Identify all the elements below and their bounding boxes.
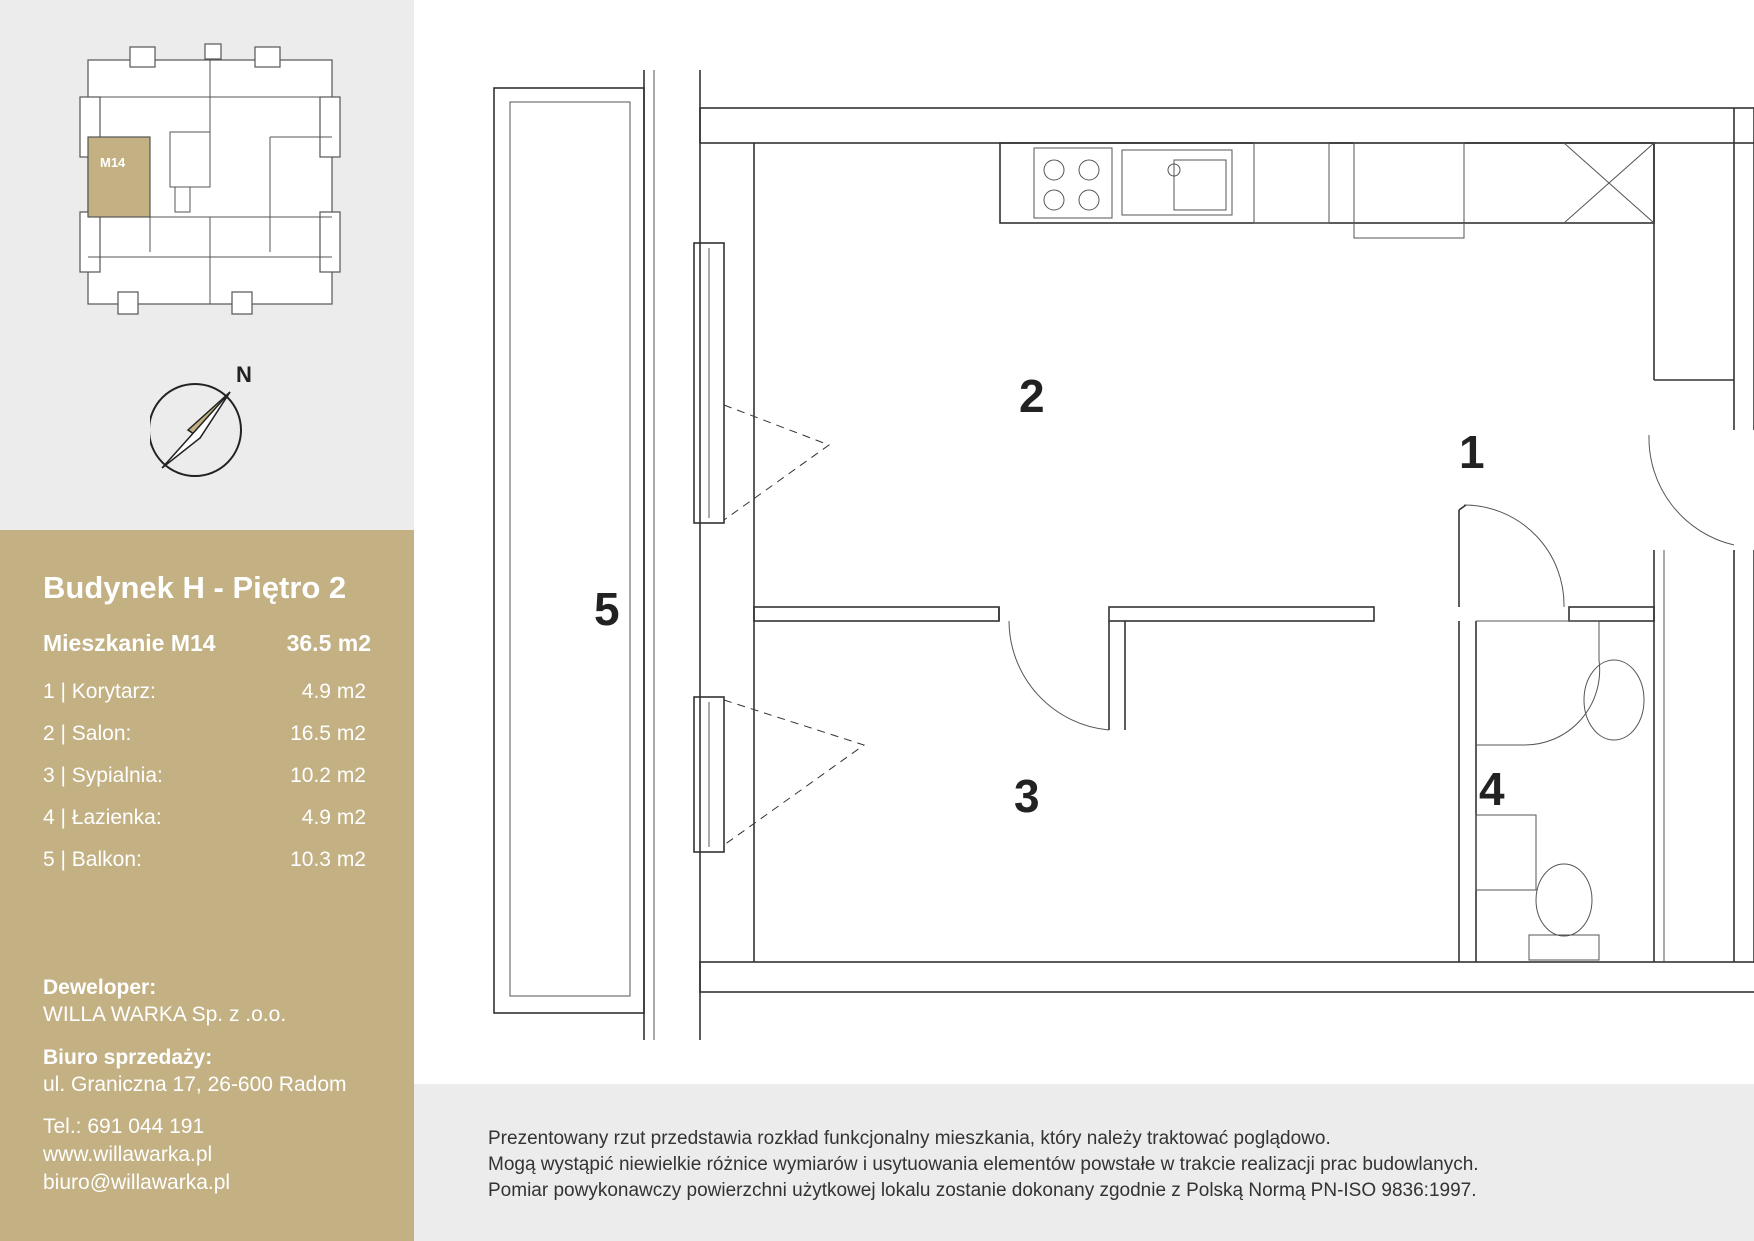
room-label: 3 | Sypialnia:	[43, 764, 163, 787]
room-label: 4 | Łazienka:	[43, 806, 162, 829]
apartment-info-panel	[0, 530, 414, 1241]
north-wall	[700, 108, 1754, 143]
office-address: ul. Graniczna 17, 26-600 Radom	[43, 1073, 347, 1096]
room-number-5: 5	[594, 583, 620, 635]
room-row	[43, 764, 366, 788]
room-number-3: 3	[1014, 770, 1040, 822]
apartment-area: 36.5 m2	[286, 630, 371, 656]
disclaimer-line: Mogą wystąpić niewielkie różnice wymiarów i usytuowania elementów powstałe w trakcie realizacji prac budowlanych.	[488, 1154, 1479, 1175]
room-area: 10.3 m2	[290, 848, 366, 871]
building-floor-title: Budynek H - Piętro 2	[43, 570, 347, 605]
room-row	[43, 848, 366, 872]
apartment-label: Mieszkanie M14	[43, 630, 216, 656]
developer-name: WILLA WARKA Sp. z .o.o.	[43, 1003, 287, 1026]
website-link[interactable]: www.willawarka.pl	[43, 1143, 213, 1166]
room-row	[43, 806, 366, 830]
fridge	[1254, 143, 1329, 223]
building-key-plan	[70, 42, 350, 322]
compass-icon	[150, 360, 270, 480]
shower	[1476, 621, 1600, 745]
apartment-summary	[43, 630, 371, 657]
room-area: 4.9 m2	[301, 806, 366, 829]
toilet	[1536, 864, 1592, 936]
office-heading: Biuro sprzedaży:	[43, 1046, 213, 1069]
room-area: 10.2 m2	[290, 764, 366, 787]
balcony-outline	[494, 88, 644, 1013]
room-area: 4.9 m2	[301, 680, 366, 703]
washing-machine	[1476, 815, 1536, 890]
email-link[interactable]: biuro@willawarka.pl	[43, 1171, 231, 1194]
highlighted-unit	[88, 137, 150, 217]
room-row	[43, 680, 366, 704]
kitchen-counter	[1000, 143, 1654, 223]
keyplan-panel	[0, 0, 414, 530]
phone: Tel.: 691 044 191	[43, 1115, 205, 1138]
disclaimer-footer	[414, 1084, 1754, 1241]
disclaimer-line: Pomiar powykonawczy powierzchni użytkowej lokalu zostanie dokonany zgodnie z Polską Normą PN-ISO 9836:1997.	[488, 1180, 1477, 1201]
room-row	[43, 722, 366, 746]
room-number-4: 4	[1479, 763, 1505, 815]
room-label: 1 | Korytarz:	[43, 680, 156, 703]
room-number-1: 1	[1459, 426, 1485, 478]
highlighted-unit-label: M14	[100, 155, 126, 170]
room-label: 5 | Balkon:	[43, 848, 142, 871]
room-area: 16.5 m2	[290, 722, 366, 745]
developer-heading: Deweloper:	[43, 976, 157, 999]
floor-plan	[414, 0, 1754, 1084]
north-label: N	[236, 362, 252, 387]
cooktop	[1034, 148, 1112, 218]
south-wall	[700, 962, 1754, 992]
disclaimer-line: Prezentowany rzut przedstawia rozkład funkcjonalny mieszkania, który należy traktować poglądowo.	[488, 1128, 1331, 1149]
room-label: 2 | Salon:	[43, 722, 132, 745]
room-number-2: 2	[1019, 370, 1045, 422]
